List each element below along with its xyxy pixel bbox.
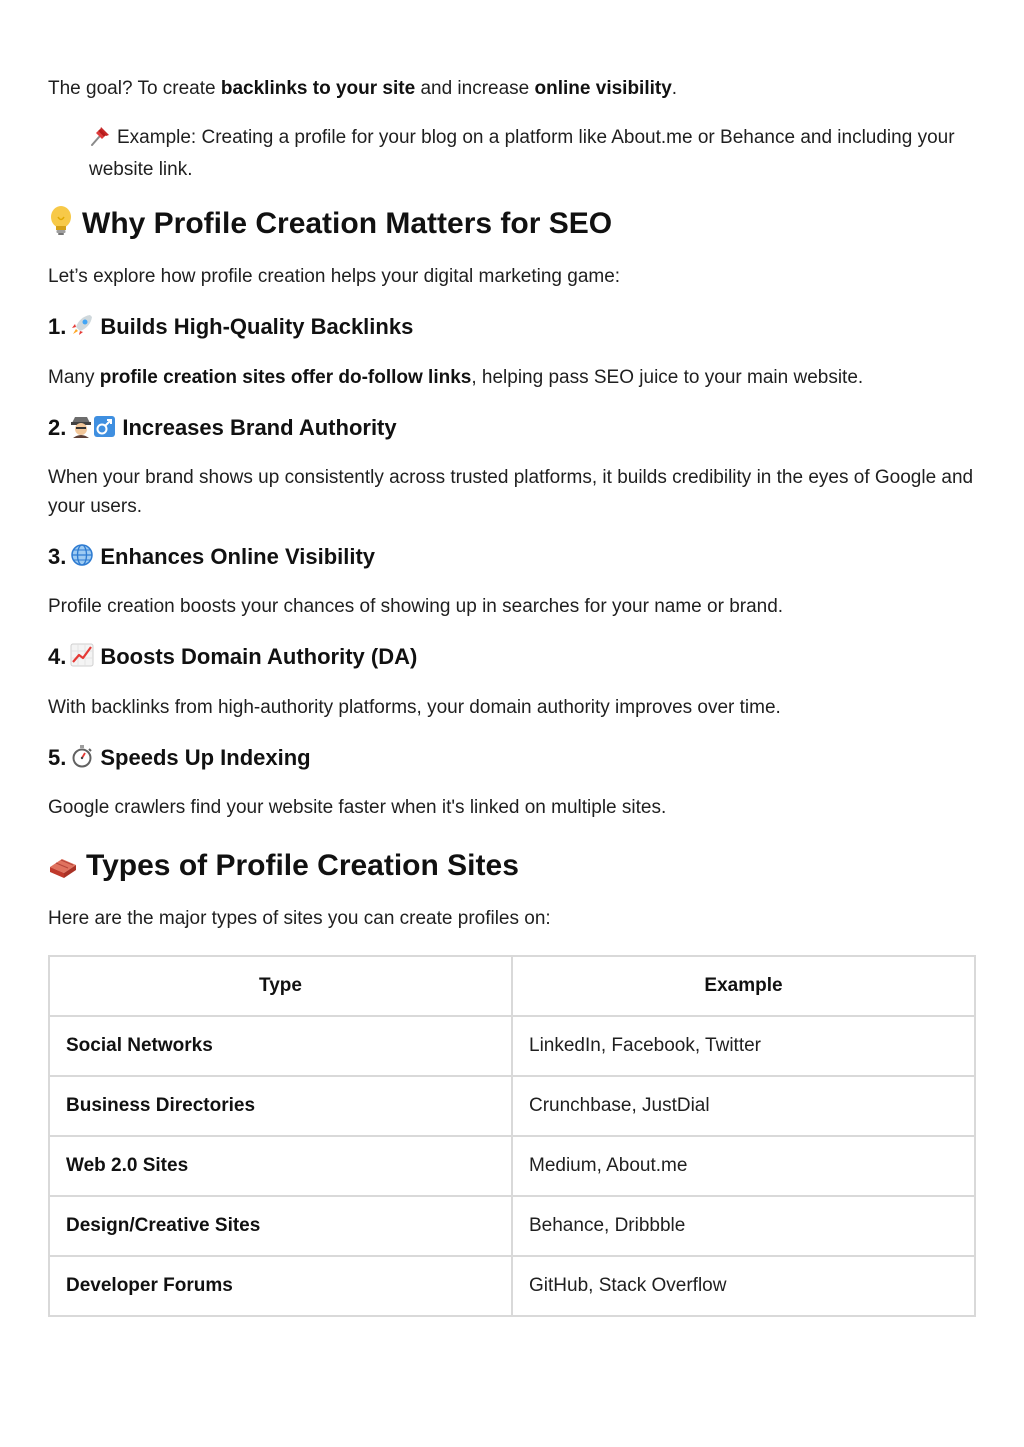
table-row bbox=[49, 1136, 975, 1196]
site-types-table bbox=[48, 955, 976, 1317]
example-cell: LinkedIn, Facebook, Twitter bbox=[512, 1016, 975, 1076]
item-1-body-bold: profile creation sites offer do-follow links bbox=[99, 367, 472, 388]
why-lead: Let’s explore how profile creation helps your digital marketing game: bbox=[48, 266, 621, 287]
item-2-title: Increases Brand Authority bbox=[122, 415, 397, 440]
rocket-icon bbox=[70, 313, 94, 344]
table-header-row bbox=[49, 956, 975, 1016]
lightbulb-icon bbox=[48, 205, 74, 246]
type-cell: Developer Forums bbox=[49, 1256, 512, 1316]
item-3-number: 3. bbox=[48, 544, 67, 569]
item-1-number: 1. bbox=[48, 314, 67, 339]
goal-text-middle: and increase bbox=[415, 78, 535, 99]
type-cell: Business Directories bbox=[49, 1076, 512, 1136]
goal-text: The goal? To create bbox=[48, 78, 221, 99]
table-row bbox=[49, 1076, 975, 1136]
table-row bbox=[49, 1256, 975, 1316]
example-text: Example: Creating a profile for your blog on a platform like About.me or Behance and including your website link. bbox=[89, 127, 955, 180]
globe-icon bbox=[70, 543, 94, 574]
item-2-heading bbox=[48, 414, 397, 445]
stopwatch-icon bbox=[70, 744, 94, 775]
header-type: Type bbox=[49, 956, 512, 1016]
goal-bold-visibility: online visibility bbox=[534, 78, 672, 99]
why-heading bbox=[48, 205, 612, 246]
item-4-heading bbox=[48, 643, 417, 674]
detective-icon bbox=[70, 414, 116, 445]
example-cell: Behance, Dribbble bbox=[512, 1196, 975, 1256]
goal-bold-backlinks: backlinks to your site bbox=[220, 78, 416, 99]
example-cell: GitHub, Stack Overflow bbox=[512, 1256, 975, 1316]
item-4-number: 4. bbox=[48, 644, 67, 669]
header-example: Example bbox=[512, 956, 975, 1016]
item-5-number: 5. bbox=[48, 745, 67, 770]
item-1-heading bbox=[48, 313, 413, 344]
pushpin-icon bbox=[89, 126, 111, 155]
example-cell: Medium, About.me bbox=[512, 1136, 975, 1196]
chart-up-icon bbox=[70, 643, 94, 674]
type-cell: Web 2.0 Sites bbox=[49, 1136, 512, 1196]
item-3-title: Enhances Online Visibility bbox=[100, 544, 376, 569]
table-row bbox=[49, 1196, 975, 1256]
item-1-title: Builds High-Quality Backlinks bbox=[100, 314, 414, 339]
item-5-body: Google crawlers find your website faster when it's linked on multiple sites. bbox=[48, 797, 667, 818]
types-lead: Here are the major types of sites you can create profiles on: bbox=[48, 908, 551, 929]
item-4-title: Boosts Domain Authority (DA) bbox=[100, 644, 418, 669]
type-cell: Design/Creative Sites bbox=[49, 1196, 512, 1256]
goal-paragraph bbox=[48, 74, 978, 103]
table-row bbox=[49, 1016, 975, 1076]
types-heading bbox=[48, 848, 519, 888]
item-3-heading bbox=[48, 543, 375, 574]
item-1-body-suffix: , helping pass SEO juice to your main website. bbox=[471, 367, 864, 388]
item-2-number: 2. bbox=[48, 415, 67, 440]
example-cell: Crunchbase, JustDial bbox=[512, 1076, 975, 1136]
item-1-body bbox=[48, 363, 978, 392]
types-heading-text: Types of Profile Creation Sites bbox=[86, 849, 519, 882]
item-3-body: Profile creation boosts your chances of showing up in searches for your name or brand. bbox=[48, 596, 784, 617]
why-heading-text: Why Profile Creation Matters for SEO bbox=[82, 207, 613, 240]
item-1-body-prefix: Many bbox=[48, 367, 100, 388]
type-cell: Social Networks bbox=[49, 1016, 512, 1076]
goal-text-suffix: . bbox=[671, 78, 678, 99]
item-5-heading bbox=[48, 744, 311, 775]
item-2-body: When your brand shows up consistently across trusted platforms, it builds credibility in the eyes of Google and your users. bbox=[48, 467, 974, 517]
item-4-body: With backlinks from high-authority platforms, your domain authority improves over time. bbox=[48, 697, 781, 718]
item-5-title: Speeds Up Indexing bbox=[100, 745, 311, 770]
example-note bbox=[89, 123, 979, 184]
brick-icon bbox=[48, 852, 78, 888]
